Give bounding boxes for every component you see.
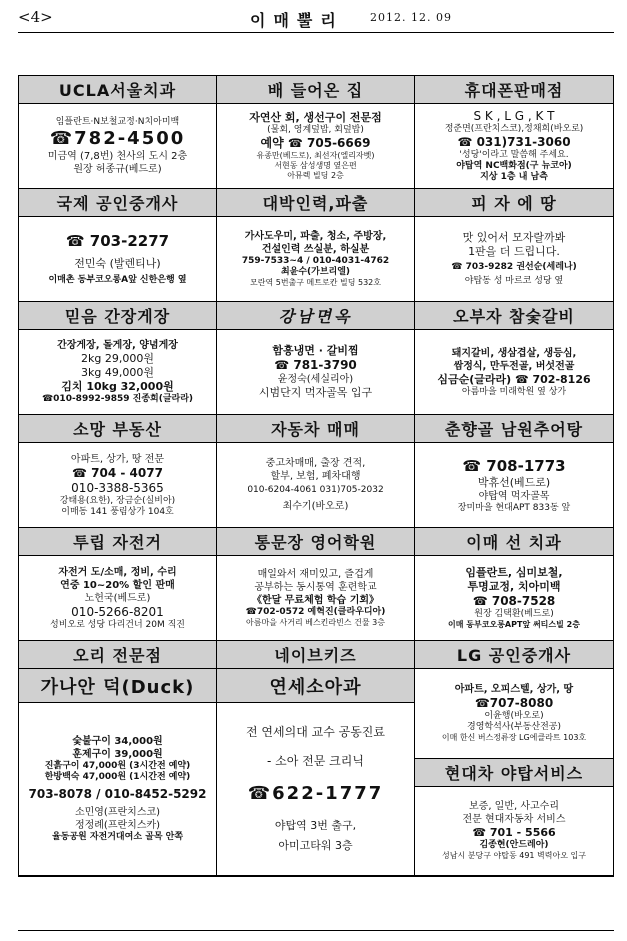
ad-title: 오리 전문점	[19, 641, 216, 669]
ad-text: 할부, 보험, 폐차대행	[270, 471, 361, 482]
ad-title: 강남면옥	[217, 302, 414, 330]
ad-text: 지상 1층 내 남측	[480, 172, 548, 182]
ad-imae-dental	[415, 528, 613, 641]
ad-phone: 703-8078 / 010-8452-5292	[28, 787, 207, 801]
ad-phone: ☎ 703-2277	[65, 232, 170, 250]
ad-phone: ☎782-4500	[49, 127, 186, 149]
ad-phone: ☎ 708-1773	[462, 456, 566, 475]
ad-title: 오부자 참숯갈비	[415, 302, 613, 330]
ad-text: 노헌국(베드로)	[84, 592, 151, 604]
ad-text: 1판을 더 드립니다.	[468, 245, 560, 258]
ad-text: 매일와서 재미있고, 즐겁게	[257, 569, 374, 580]
ad-text: S K , L G , K T	[473, 109, 555, 123]
ad-text: 경영학석사(부동산전공)	[467, 722, 561, 733]
ad-galbi	[415, 302, 613, 415]
ad-text: 전민숙 (발렌티나)	[74, 257, 161, 270]
ad-text: 모란역 5번출구 메트로칸 빌딩 532호	[250, 278, 381, 287]
ad-text: 성남시 분당구 야탑동 491 벽력아오 입구	[442, 851, 586, 861]
ad-text: 야탑역 먹자골목	[478, 490, 550, 502]
ad-text: 미금역 (7,8번) 천사의 도시 2층	[47, 150, 188, 162]
ad-text: 율동공원 자전거대여소 골목 안쪽	[51, 832, 184, 842]
footer-rule	[18, 930, 614, 931]
ad-price: 김치 10kg 32,000원	[61, 380, 174, 393]
ad-text: 시범단지 먹자골목 입구	[258, 386, 373, 399]
ad-title: 네이브키즈	[217, 641, 414, 669]
ad-text: 중고차매매, 출장 견적,	[265, 458, 366, 469]
ad-text: 유종만(베드로), 최선자(엘리자벳)	[256, 151, 375, 160]
ad-lg-realtor	[415, 641, 613, 759]
ad-text: 아파트, 오피스텔, 상가, 땅	[454, 684, 574, 696]
ad-text: 성비오로 성당 다리건너 20M 직진	[50, 619, 185, 630]
ad-text: 쌈정식, 만두전골, 버섯전골	[453, 360, 575, 372]
ad-title: UCLA서울치과	[19, 76, 216, 104]
page-number: <4>	[18, 8, 53, 26]
ad-text: 맛 있어서 모자랄까봐	[462, 231, 566, 244]
ad-text: 이매 한신 버스정류장 LG에클라트 103호	[441, 733, 587, 743]
ad-text: 소민영(프란치스코)	[74, 807, 161, 818]
page-header	[18, 8, 614, 30]
ad-text: 이매동 141 풍림상가 104호	[61, 506, 174, 517]
ad-text: 자전거 도/소매, 정비, 수리	[58, 566, 177, 578]
ad-text: 전 연세의대 교수 공동진료	[246, 725, 385, 739]
ad-column-split	[415, 641, 613, 876]
ad-title: LG 공인중개사	[415, 641, 613, 669]
header-rule	[18, 32, 614, 33]
ad-text: 전문 현대자동차 서비스	[462, 814, 566, 826]
ad-text: (물회, 영계덮밥, 회덮밥)	[267, 125, 364, 135]
ad-text: 최수기(바오로)	[282, 501, 349, 512]
ad-text: 공부하는 동시통역 훈련학교	[254, 582, 377, 593]
ad-title: 춘향골 남원추어탕	[415, 415, 613, 443]
ad-phone: ☎010-8992-9859 진종희(글라라)	[41, 394, 194, 404]
ad-text: 아름마을 사거리 베스킨라빈스 건물 3층	[246, 618, 385, 627]
ad-car-dealer	[217, 415, 415, 528]
ad-text: 아미고타워 3층	[278, 839, 353, 852]
ad-phone: ☎ 703-9282 권선순(세레나)	[451, 262, 577, 272]
ad-text: 이매 동부코오롱APT앞 써티스빌 2층	[448, 620, 580, 629]
ad-title: 자동차 매매	[217, 415, 414, 443]
ad-title: 피 자 에 땅	[415, 189, 613, 217]
ad-grid	[18, 75, 614, 877]
ad-text: 투명교정, 치아미백	[467, 580, 561, 593]
ad-phone: ☎ 781-3790	[274, 358, 357, 372]
ad-price: 3kg 49,000원	[81, 366, 154, 379]
ad-noodle	[217, 302, 415, 415]
ad-bicycle	[19, 528, 217, 641]
ad-phone: 010-6204-4061 031)705-2032	[247, 485, 384, 495]
issue-date: 2012. 12. 09	[370, 11, 452, 24]
ad-title: 국제 공인중개사	[19, 189, 216, 217]
ad-duck-restaurant	[19, 641, 217, 876]
ad-text: 야탑역 NC백화점(구 뉴코아)	[456, 161, 572, 171]
ad-title: 배 들어온 집	[217, 76, 414, 104]
ad-text: 정준면(프란치스코),정채희(바오로)	[444, 124, 584, 134]
ad-text: 돼지갈비, 생삼겹살, 생등심,	[451, 347, 577, 359]
ad-title: 소망 부동산	[19, 415, 216, 443]
ad-price: 2kg 29,000원	[81, 352, 154, 365]
ad-text: 윤정숙(세실리아)	[277, 374, 354, 385]
ad-phone: ☎ 708-7528	[472, 594, 556, 608]
ad-text: 건설인력 쓰실분, 하실분	[261, 244, 370, 255]
ad-text: 정정례(프란치스카)	[74, 820, 161, 831]
ad-phone: 010-5266-8201	[71, 604, 164, 619]
ad-phone: ☎ 701 - 5566	[472, 826, 556, 840]
ad-pediatric-clinic	[217, 641, 415, 876]
ad-phone: ☎702-0572 예혁진(클라우디아)	[245, 607, 386, 617]
ad-text: 아름마을 미래학원 옆 상가	[461, 386, 567, 397]
ad-text: 이매촌 동부코오롱A앞 신한은행 옆	[48, 275, 187, 285]
ad-hyundai-service	[415, 759, 613, 876]
ad-fish-restaurant	[217, 76, 415, 189]
ad-somang-realty	[19, 415, 217, 528]
ad-pizza	[415, 189, 613, 302]
ad-phone: 심금순(글라라) ☎ 702-8126	[437, 372, 591, 386]
ad-realtor-gukje	[19, 189, 217, 302]
ad-text: 함흥냉면 · 갈비찜	[272, 344, 359, 357]
ad-crab	[19, 302, 217, 415]
ad-text: 강태용(요한), 장금순(실비아)	[59, 495, 176, 506]
ad-text: 보증, 일반, 사고수리	[469, 801, 559, 813]
ad-text: '성당'이라고 말씀해 주세요.	[459, 150, 569, 160]
ad-text: 임플란트, 심미보철,	[465, 566, 563, 579]
ad-text: 간장게장, 돌게장, 양념게장	[57, 340, 178, 351]
ad-text: 자연산 회, 생선구이 전문점	[249, 111, 382, 124]
ad-price: 숯불구이 34,000원	[72, 736, 163, 747]
ad-text: 서현동 삼성생명 옆은편	[274, 161, 357, 170]
ad-phone: ☎622-1777	[247, 783, 384, 804]
ad-title: 대박인력,파출	[217, 189, 414, 217]
ad-text: 야탑역 3번 출구,	[274, 819, 357, 832]
ad-text: 원장 김택환(베드로)	[474, 609, 554, 619]
ad-english-academy	[217, 528, 415, 641]
ad-phone-shop	[415, 76, 613, 189]
ad-title-secondary: 가나안 덕(Duck)	[19, 669, 216, 703]
ad-title: 현대차 야탑서비스	[415, 759, 613, 787]
ad-text: 아파트, 상가, 땅 전문	[70, 453, 165, 465]
ad-text: 박휴선(베드로)	[477, 475, 551, 489]
ad-text: 연중 10~20% 할인 판매	[60, 579, 175, 591]
ad-title: 투립 자전거	[19, 528, 216, 556]
ad-text: 임플란트·N보철교정·N치아미백	[55, 116, 180, 127]
ad-title: 이매 선 치과	[415, 528, 613, 556]
newsletter-title: 이매뿔리	[250, 11, 344, 30]
ad-text: 《한달 무료체험 학습 기회》	[251, 595, 380, 606]
ad-price: 한방백숙 47,000원 (1시간전 예약)	[44, 772, 191, 782]
ad-text: - 소아 전문 크리닉	[267, 754, 364, 768]
ad-ucla-dental	[19, 76, 217, 189]
ad-title: 휴대폰판매점	[415, 76, 613, 104]
ad-phone: 예약 ☎ 705-6669	[260, 136, 371, 150]
ad-phone: ☎ 704 - 4077	[72, 465, 163, 480]
ad-phone: ☎ 031)731-3060	[457, 135, 571, 149]
ad-text: 야탑동 성 마르코 성당 옆	[464, 276, 564, 286]
ad-labor-agency	[217, 189, 415, 302]
ad-title: 통문장 영어학원	[217, 528, 414, 556]
ad-text: 원장 허종규(베드로)	[73, 163, 162, 175]
ad-title: 믿음 간장게장	[19, 302, 216, 330]
ad-title-secondary: 연세소아과	[217, 669, 414, 703]
ad-phone: 759-7533~4 / 010-4031-4762	[241, 256, 390, 266]
ad-text: 최윤수(가브리엘)	[280, 267, 351, 277]
ad-price: 훈제구이 39,000원	[72, 749, 163, 760]
ad-text: 김종현(안드레아)	[479, 840, 549, 851]
ad-text: 이윤행(바오로)	[484, 711, 544, 722]
ad-price: 진흙구이 47,000원 (3시간전 예약)	[44, 761, 191, 771]
ad-phone: 010-3388-5365	[71, 480, 164, 495]
ad-text: 가사도우미, 파출, 청소, 주방장,	[244, 231, 387, 242]
ad-text: 장미마을 현대APT 833동 앞	[457, 502, 571, 513]
ad-text: 아뮤렉 빌딩 2층	[287, 171, 344, 180]
ad-chuhyang	[415, 415, 613, 528]
ad-phone: ☎707-8080	[474, 696, 554, 711]
